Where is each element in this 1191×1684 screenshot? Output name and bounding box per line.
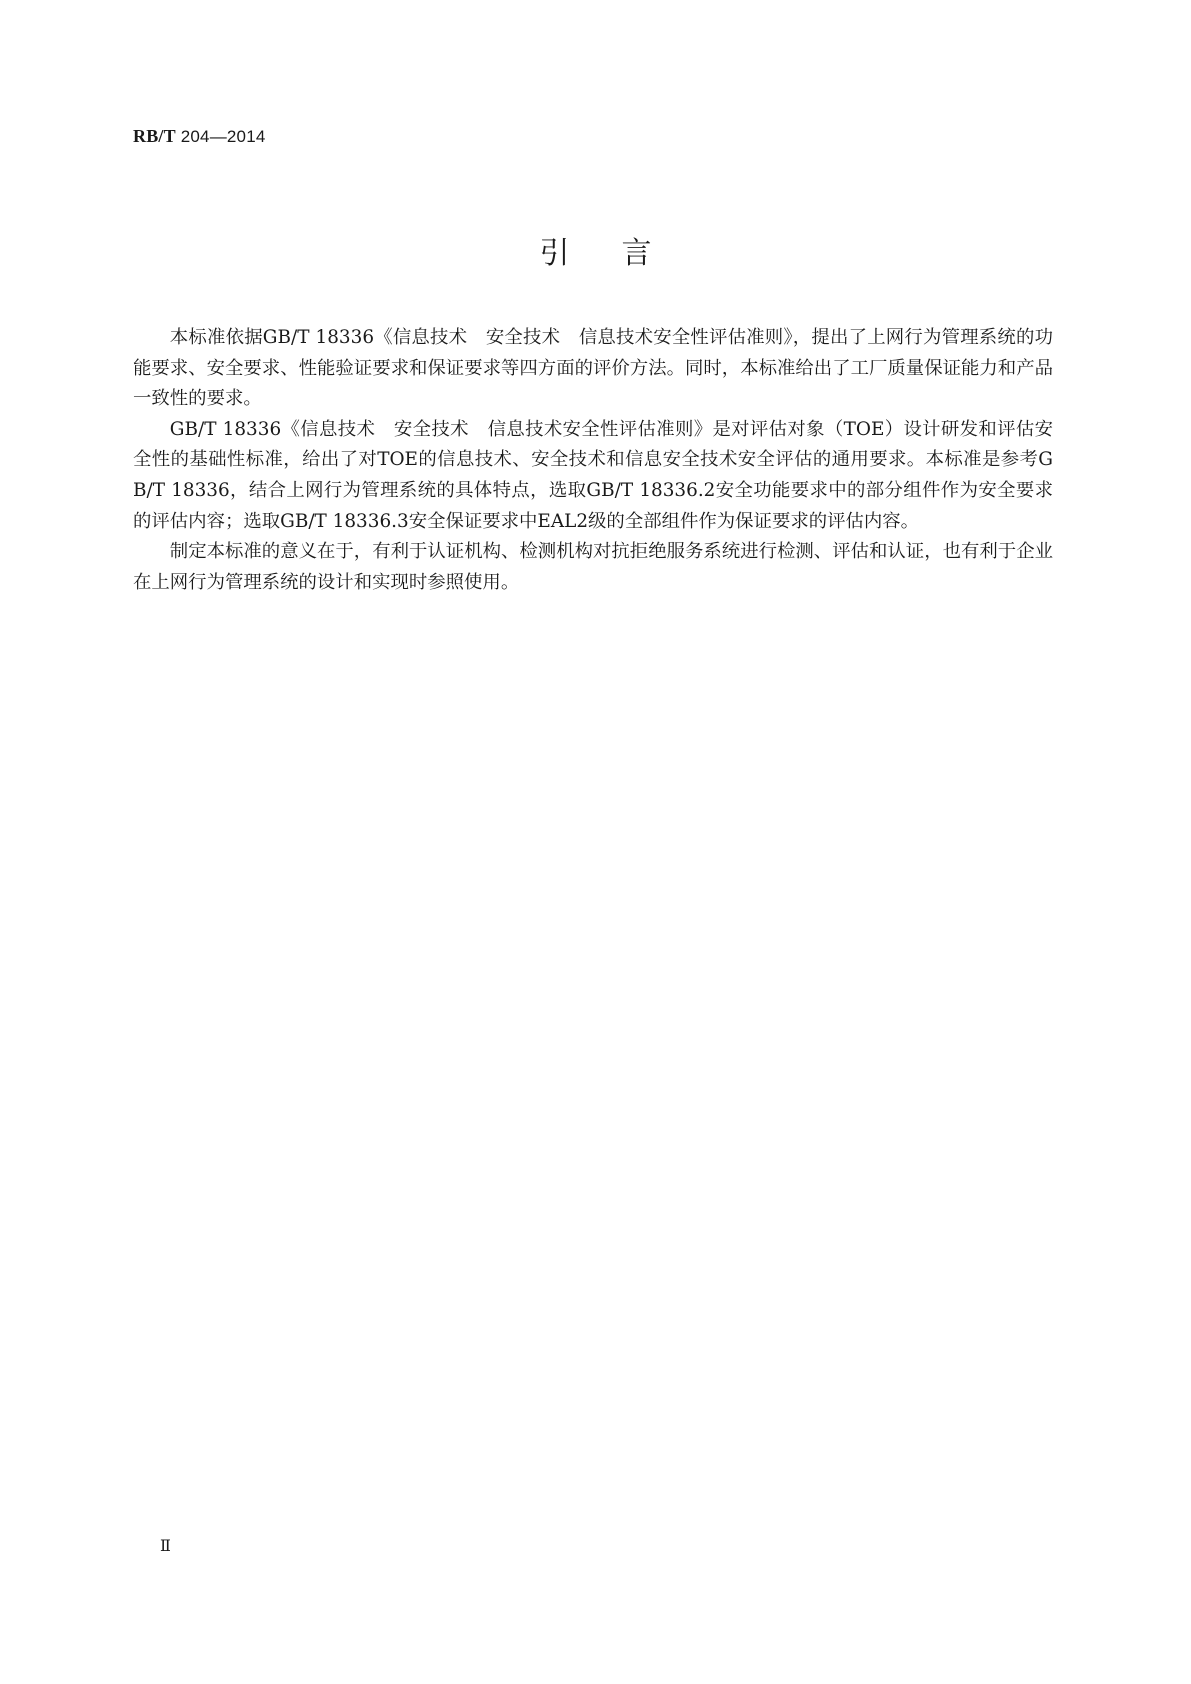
introduction-body [133, 323, 1053, 598]
paragraph-1: 本标准依据GB/T 18336《信息技术 安全技术 信息技术安全性评估准则》，提出了上网行为管理系统的功能要求、安全要求、性能验证要求和保证要求等四方面的评价方法。同时，本标准给出了工厂质量保证能力和产品一致性的要求。 [133, 327, 1053, 410]
paragraph-3: 制定本标准的意义在于，有利于认证机构、检测机构对抗拒绝服务系统进行检测、评估和认证，也有利于企业在上网行为管理系统的设计和实现时参照使用。 [133, 541, 1053, 593]
document-code-header [133, 126, 266, 147]
document-code-prefix: RB/T [133, 126, 176, 146]
paragraph-2: GB/T 18336《信息技术 安全技术 信息技术安全性评估准则》是对评估对象（TOE）设计研发和评估安全性的基础性标准，给出了对TOE的信息技术、安全技术和信息安全技术安全评估的通用要求。本标准是参考GB/T 18336，结合上网行为管理系统的具体特点，选取GB/T 18336.2安全功能要求中的部分组件作为安全要求的评估内容；选取GB/T 18336.3安全保证要求中EAL2级的全部组件作为保证要求的评估内容。 [133, 418, 1053, 532]
document-code-number: 204—2014 [175, 127, 266, 146]
section-title: 引言 [539, 236, 704, 271]
page-number: Ⅱ [160, 1536, 171, 1555]
